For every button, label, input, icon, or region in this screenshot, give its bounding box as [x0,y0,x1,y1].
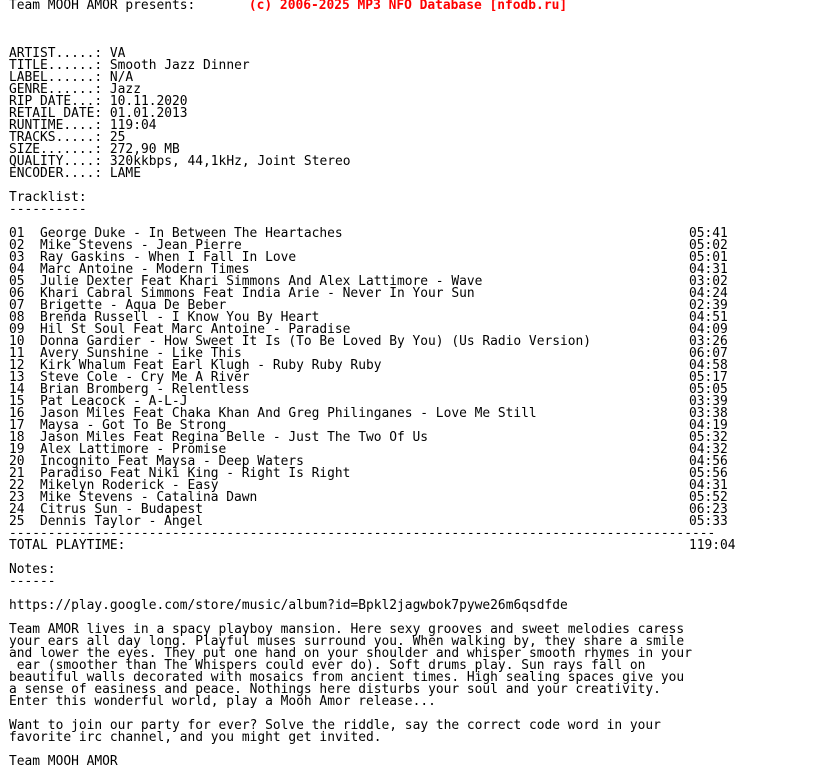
track-title: Avery Sunshine - Like This [40,346,242,361]
track-number: 05 [9,274,25,289]
info-row: LABEL......: N/A [9,70,134,85]
info-row: ARTIST.....: VA [9,46,126,61]
track-time: 04:09 [689,322,728,337]
track-number: 25 [9,514,25,529]
track-number: 18 [9,430,25,445]
track-time: 05:32 [689,430,728,445]
notes-paragraph-1: Team AMOR lives in a spacy playboy mansion. Here sexy grooves and sweet melodies caress your ears all day long. Playful muses surround you. When walking by, they share a smile and lower the eyes. They put one hand on your shoulder and whisper smooth rhymes in your ear (smoother than The Whispers could ever do). Soft drums play. Sun rays fall on beautiful walls decorated with mosaics from ancient times. High sealing spaces give you a sense of easiness and peace. Nothings here disturbs your soul and your creativity. Enter this wonderful world, play a Mooh Amor release... [9,622,692,709]
track-title: Mike Stevens - Jean Pierre [40,238,242,253]
track-title: Jason Miles Feat Chaka Khan And Greg Philinganes - Love Me Still [40,406,537,421]
track-time: 05:56 [689,466,728,481]
track-time: 02:39 [689,298,728,313]
info-row: SIZE.......: 272,90 MB [9,142,180,157]
info-row: RETAIL DATE: 01.01.2013 [9,106,188,121]
track-title: Paradiso Feat Niki King - Right Is Right [40,466,351,481]
track-time: 03:02 [689,274,728,289]
track-time: 04:58 [689,358,728,373]
track-number: 01 [9,226,25,241]
track-title: Pat Leacock - A-L-J [40,394,188,409]
track-number: 14 [9,382,25,397]
banner-link[interactable]: nfodb.ru [497,0,560,13]
total-playtime-row [9,540,809,552]
track-time: 03:39 [689,394,728,409]
info-row: QUALITY....: 320kkbps, 44,1kHz, Joint Stereo [9,154,351,169]
track-number: 16 [9,406,25,421]
info-row: ENCODER....: LAME [9,166,141,181]
track-number: 19 [9,442,25,457]
track-time: 04:32 [689,442,728,457]
info-row: RIP DATE...: 10.11.2020 [9,94,188,109]
track-number: 07 [9,298,25,313]
track-title: Citrus Sun - Budapest [40,502,203,517]
track-number: 24 [9,502,25,517]
track-title: Kirk Whalum Feat Earl Klugh - Ruby Ruby Ruby [40,358,382,373]
track-number: 20 [9,454,25,469]
track-title: Brenda Russell - I Know You By Heart [40,310,320,325]
track-title: Hil St Soul Feat Marc Antoine - Paradise [40,322,351,337]
track-title: Jason Miles Feat Regina Belle - Just The Two Of Us [40,430,429,445]
notes-heading: Notes: [9,562,56,577]
track-time: 04:31 [689,478,728,493]
track-number: 17 [9,418,25,433]
signature: Team MOOH AMOR [9,754,118,769]
track-title: Marc Antoine - Modern Times [40,262,250,277]
track-time: 06:23 [689,502,728,517]
track-number: 06 [9,286,25,301]
track-time: 05:17 [689,370,728,385]
total-value: 119:04 [689,538,736,553]
track-time: 06:07 [689,346,728,361]
track-number: 13 [9,370,25,385]
track-row [9,516,809,528]
track-number: 15 [9,394,25,409]
track-title: Brigette - Aqua De Beber [40,298,227,313]
track-number: 03 [9,250,25,265]
track-number: 09 [9,322,25,337]
track-time: 05:33 [689,514,728,529]
track-number: 02 [9,238,25,253]
track-title: Steve Cole - Cry Me A River [40,370,250,385]
track-time: 04:24 [689,286,728,301]
track-title: Dennis Taylor - Angel [40,514,203,529]
track-number: 23 [9,490,25,505]
track-title: Maysa - Got To Be Strong [40,418,227,433]
track-title: Ray Gaskins - When I Fall In Love [40,250,297,265]
track-time: 04:31 [689,262,728,277]
presents-line: Team MOOH AMOR presents: [9,0,196,13]
album-url: https://play.google.com/store/music/album?id=Bpkl2jagwbok7pywe26m6qsdfde [9,598,568,613]
banner-suffix: ] [559,0,568,13]
track-title: Alex Lattimore - Promise [40,442,227,457]
info-row: GENRE......: Jazz [9,82,141,97]
track-number: 12 [9,358,25,373]
track-title: Mikelyn Roderick - Easy [40,478,219,493]
tracklist-heading: Tracklist: [9,190,87,205]
track-time: 05:52 [689,490,728,505]
total-label: TOTAL PLAYTIME: [9,538,126,553]
tracklist-underline: ---------- [9,202,87,217]
notes-underline: ------ [9,574,56,589]
track-time: 04:51 [689,310,728,325]
track-number: 21 [9,466,25,481]
track-title: Brian Bromberg - Relentless [40,382,250,397]
track-number: 10 [9,334,25,349]
track-title: Julie Dexter Feat Khari Simmons And Alex Lattimore - Wave [40,274,483,289]
tracklist [9,228,809,528]
release-info [9,48,809,180]
info-row: TITLE......: Smooth Jazz Dinner [9,58,250,73]
track-time: 05:02 [689,238,728,253]
banner-prefix: (c) 2006-2025 MP3 NFO Database [ [248,0,498,13]
track-title: Khari Cabral Simmons Feat India Arie - Never In Your Sun [40,286,475,301]
track-time: 05:41 [689,226,728,241]
track-time: 04:56 [689,454,728,469]
info-row: RUNTIME....: 119:04 [9,118,157,133]
track-title: Incognito Feat Maysa - Deep Waters [40,454,304,469]
info-row: TRACKS.....: 25 [9,130,126,145]
track-time: 05:01 [689,250,728,265]
track-number: 04 [9,262,25,277]
track-time: 03:38 [689,406,728,421]
tracklist-separator: ------------------------------------------------------------------------------------------- [9,526,716,541]
track-number: 22 [9,478,25,493]
track-time: 03:26 [689,334,728,349]
notes-paragraph-2: Want to join our party for ever? Solve the riddle, say the correct code word in your favorite irc channel, and you might get invited. [9,718,661,745]
track-time: 05:05 [689,382,728,397]
track-title: George Duke - In Between The Heartaches [40,226,343,241]
track-number: 08 [9,310,25,325]
track-number: 11 [9,346,25,361]
track-time: 04:19 [689,418,728,433]
track-title: Donna Gardier - How Sweet It Is (To Be Loved By You) (Us Radio Version) [40,334,592,349]
track-title: Mike Stevens - Catalina Dawn [40,490,258,505]
nfo-document [9,0,809,768]
